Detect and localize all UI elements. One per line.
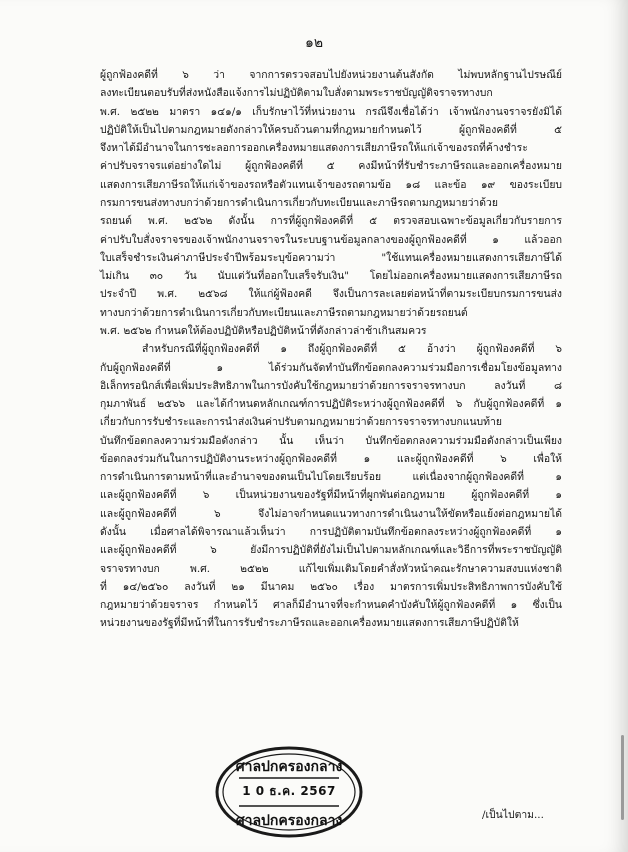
court-date-stamp	[213, 744, 365, 840]
scrollbar-thumb[interactable]	[621, 735, 624, 820]
stamp-court-name-bottom: ศาลปกครองกลาง	[235, 813, 343, 829]
text-line: จึงหาได้มีอำนาจในการชะลอการออกเครื่องหมายแสดงการเสียภาษีรถให้แก่เจ้าของรถที่ค้างชำระ	[100, 142, 528, 155]
text-line: กรมการขนส่งทางบกว่าด้วยการดำเนินการเกี่ยวกับทะเบียนและภาษีรถตามกฎหมายว่าด้วย	[100, 196, 498, 209]
text-line: ค่าปรับใบสั่งจราจรของเจ้าพนักงานจราจรในระบบฐานข้อมูลกลางของผู้ถูกฟ้องคดีที่ ๑ แล้วออก	[100, 233, 562, 246]
text-line: และผู้ถูกฟ้องคดีที่ ๖ จึงไม่อาจกำหนดแนวทางการดำเนินงานให้ขัดหรือแย้งต่อกฎหมายได้	[100, 507, 562, 520]
stamp-date: 1 0 ธ.ค. 2567	[242, 784, 336, 798]
text-line: จราจรทางบก พ.ศ. ๒๕๒๒ แก้ไขเพิ่มเติมโดยคำสั่งหัวหน้าคณะรักษาความสงบแห่งชาติ	[100, 562, 562, 575]
text-line: พ.ศ. ๒๕๖๒ กำหนดให้ต้องปฏิบัติหรือปฏิบัติหน้าที่ดังกล่าวล่าช้าเกินสมควร	[100, 324, 427, 337]
document-body	[100, 66, 562, 633]
text-line: การดำเนินการตามหน้าที่และอำนาจของตนเป็นไปโดยเรียบร้อย แต่เนื่องจากผู้ถูกฟ้องคดีที่ ๑	[100, 471, 562, 484]
text-line: อิเล็กทรอนิกส์เพื่อเพิ่มประสิทธิภาพในการบังคับใช้กฎหมายว่าด้วยการจราจรทางบก ลงวันที่ ๘	[100, 379, 562, 392]
paragraph-start-line: สำหรับกรณีที่ผู้ถูกฟ้องคดีที่ ๑ ถึงผู้ถูกฟ้องคดีที่ ๕ อ้างว่า ผู้ถูกฟ้องคดีที่ ๖	[142, 343, 562, 356]
text-line: กุมภาพันธ์ ๒๕๖๖ และได้กำหนดหลักเกณฑ์การปฏิบัติระหว่างผู้ถูกฟ้องคดีที่ ๖ กับผู้ถูกฟ้องคดีที่ ๑	[100, 398, 562, 411]
text-line: รถยนต์ พ.ศ. ๒๕๖๒ ดังนั้น การที่ผู้ถูกฟ้องคดีที่ ๕ ตรวจสอบเฉพาะข้อมูลเกี่ยวกับรายการ	[100, 215, 562, 228]
text-line: กฎหมายว่าด้วยจราจร กำหนดไว้ ศาลก็มีอำนาจที่จะกำหนดคำบังคับให้ผู้ถูกฟ้องคดีที่ ๑ ซึ่งเป็น	[100, 599, 562, 612]
text-line: และผู้ถูกฟ้องคดีที่ ๖ เป็นหน่วยงานของรัฐที่มีหน้าที่ผูกพันต่อกฎหมาย ผู้ถูกฟ้องคดีที่ ๑	[100, 489, 562, 502]
text-line: กับผู้ถูกฟ้องคดีที่ ๑ ได้ร่วมกันจัดทำบันทึกข้อตกลงความร่วมมือการเชื่อมโยงข้อมูลทาง	[100, 361, 562, 374]
text-line: แสดงการเสียภาษีรถให้แก่เจ้าของรถหรือตัวแทนเจ้าของรถตามข้อ ๑๘ และข้อ ๑๙ ของระเบียบ	[100, 178, 562, 191]
text-line: บันทึกข้อตกลงความร่วมมือดังกล่าว นั้น เห็นว่า บันทึกข้อตกลงความร่วมมือดังกล่าวเป็นเพียง	[100, 434, 562, 447]
text-line: ลงทะเบียนตอบรับที่ส่งหนังสือแจ้งการไม่ปฏิบัติตามใบสั่งตามพระราชบัญญัติจราจรทางบก	[100, 87, 493, 100]
text-line: ดังนั้น เมื่อศาลได้พิจารณาแล้วเห็นว่า การปฏิบัติตามบันทึกข้อตกลงระหว่างผู้ถูกฟ้องคดีที่ ๑	[100, 526, 562, 539]
text-line: ปฏิบัติให้เป็นไปตามกฎหมายดังกล่าวให้ครบถ้วนตามที่กฎหมายกำหนดไว้ ผู้ถูกฟ้องคดีที่ ๕	[100, 123, 562, 136]
text-line: ค่าปรับจราจรแต่อย่างใดไม่ ผู้ถูกฟ้องคดีที่ ๕ คงมีหน้าที่รับชำระภาษีรถและออกเครื่องหมาย	[100, 160, 562, 173]
text-line: ทางบกว่าด้วยการดำเนินการเกี่ยวกับทะเบียนและภาษีรถตามกฎหมายว่าด้วยรถยนต์	[100, 306, 468, 319]
stamp-court-name-top: ศาลปกครองกลาง	[235, 759, 343, 775]
text-line: และผู้ถูกฟ้องคดีที่ ๖ ยังมีการปฏิบัติที่ยังไม่เป็นไปตามหลักเกณฑ์และวิธีการที่พระราชบัญญัติ	[100, 544, 562, 557]
continued-on-next-page: /เป็นไปตาม...	[482, 809, 544, 821]
page-number: ๑๒	[304, 35, 324, 51]
text-line: ไม่เกิน ๓๐ วัน นับแต่วันที่ออกใบเสร็จรับเงิน" โดยไม่ออกเครื่องหมายแสดงการเสียภาษีรถ	[100, 270, 562, 283]
text-line: พ.ศ. ๒๕๒๒ มาตรา ๑๔๑/๑ เก็บรักษาไว้ที่หน่วยงาน กรณีจึงเชื่อได้ว่า เจ้าพนักงานจราจรยังมิได้	[100, 105, 562, 118]
text-line: ที่ ๑๔/๒๕๖๐ ลงวันที่ ๒๑ มีนาคม ๒๕๖๐ เรื่อง มาตรการเพิ่มประสิทธิภาพการบังคับใช้	[100, 580, 562, 593]
text-line: ข้อตกลงร่วมกันในการปฏิบัติงานระหว่างผู้ถูกฟ้องคดีที่ ๑ และผู้ถูกฟ้องคดีที่ ๖ เพื่อให้	[100, 452, 562, 465]
text-line: ผู้ถูกฟ้องคดีที่ ๖ ว่า จากการตรวจสอบไปยังหน่วยงานต้นสังกัด ไม่พบหลักฐานไปรษณีย์	[100, 69, 562, 81]
text-line: ประจำปี พ.ศ. ๒๕๖๘ ให้แก่ผู้ฟ้องคดี จึงเป็นการละเลยต่อหน้าที่ตามระเบียบกรมการขนส่ง	[100, 288, 562, 301]
text-line: ใบเสร็จชำระเงินค่าภาษีประจำปีพร้อมระบุข้อความว่า "ใช้แทนเครื่องหมายแสดงการเสียภาษีได้	[100, 251, 562, 264]
text-line: เกี่ยวกับการรับชำระและการนำส่งเงินค่าปรับตามกฎหมายว่าด้วยการจราจรทางบกแนบท้าย	[100, 416, 502, 429]
text-line: หน่วยงานของรัฐที่มีหน้าที่ในการรับชำระภาษีรถและออกเครื่องหมายแสดงการเสียภาษีปฏิบัติให้	[100, 617, 519, 630]
